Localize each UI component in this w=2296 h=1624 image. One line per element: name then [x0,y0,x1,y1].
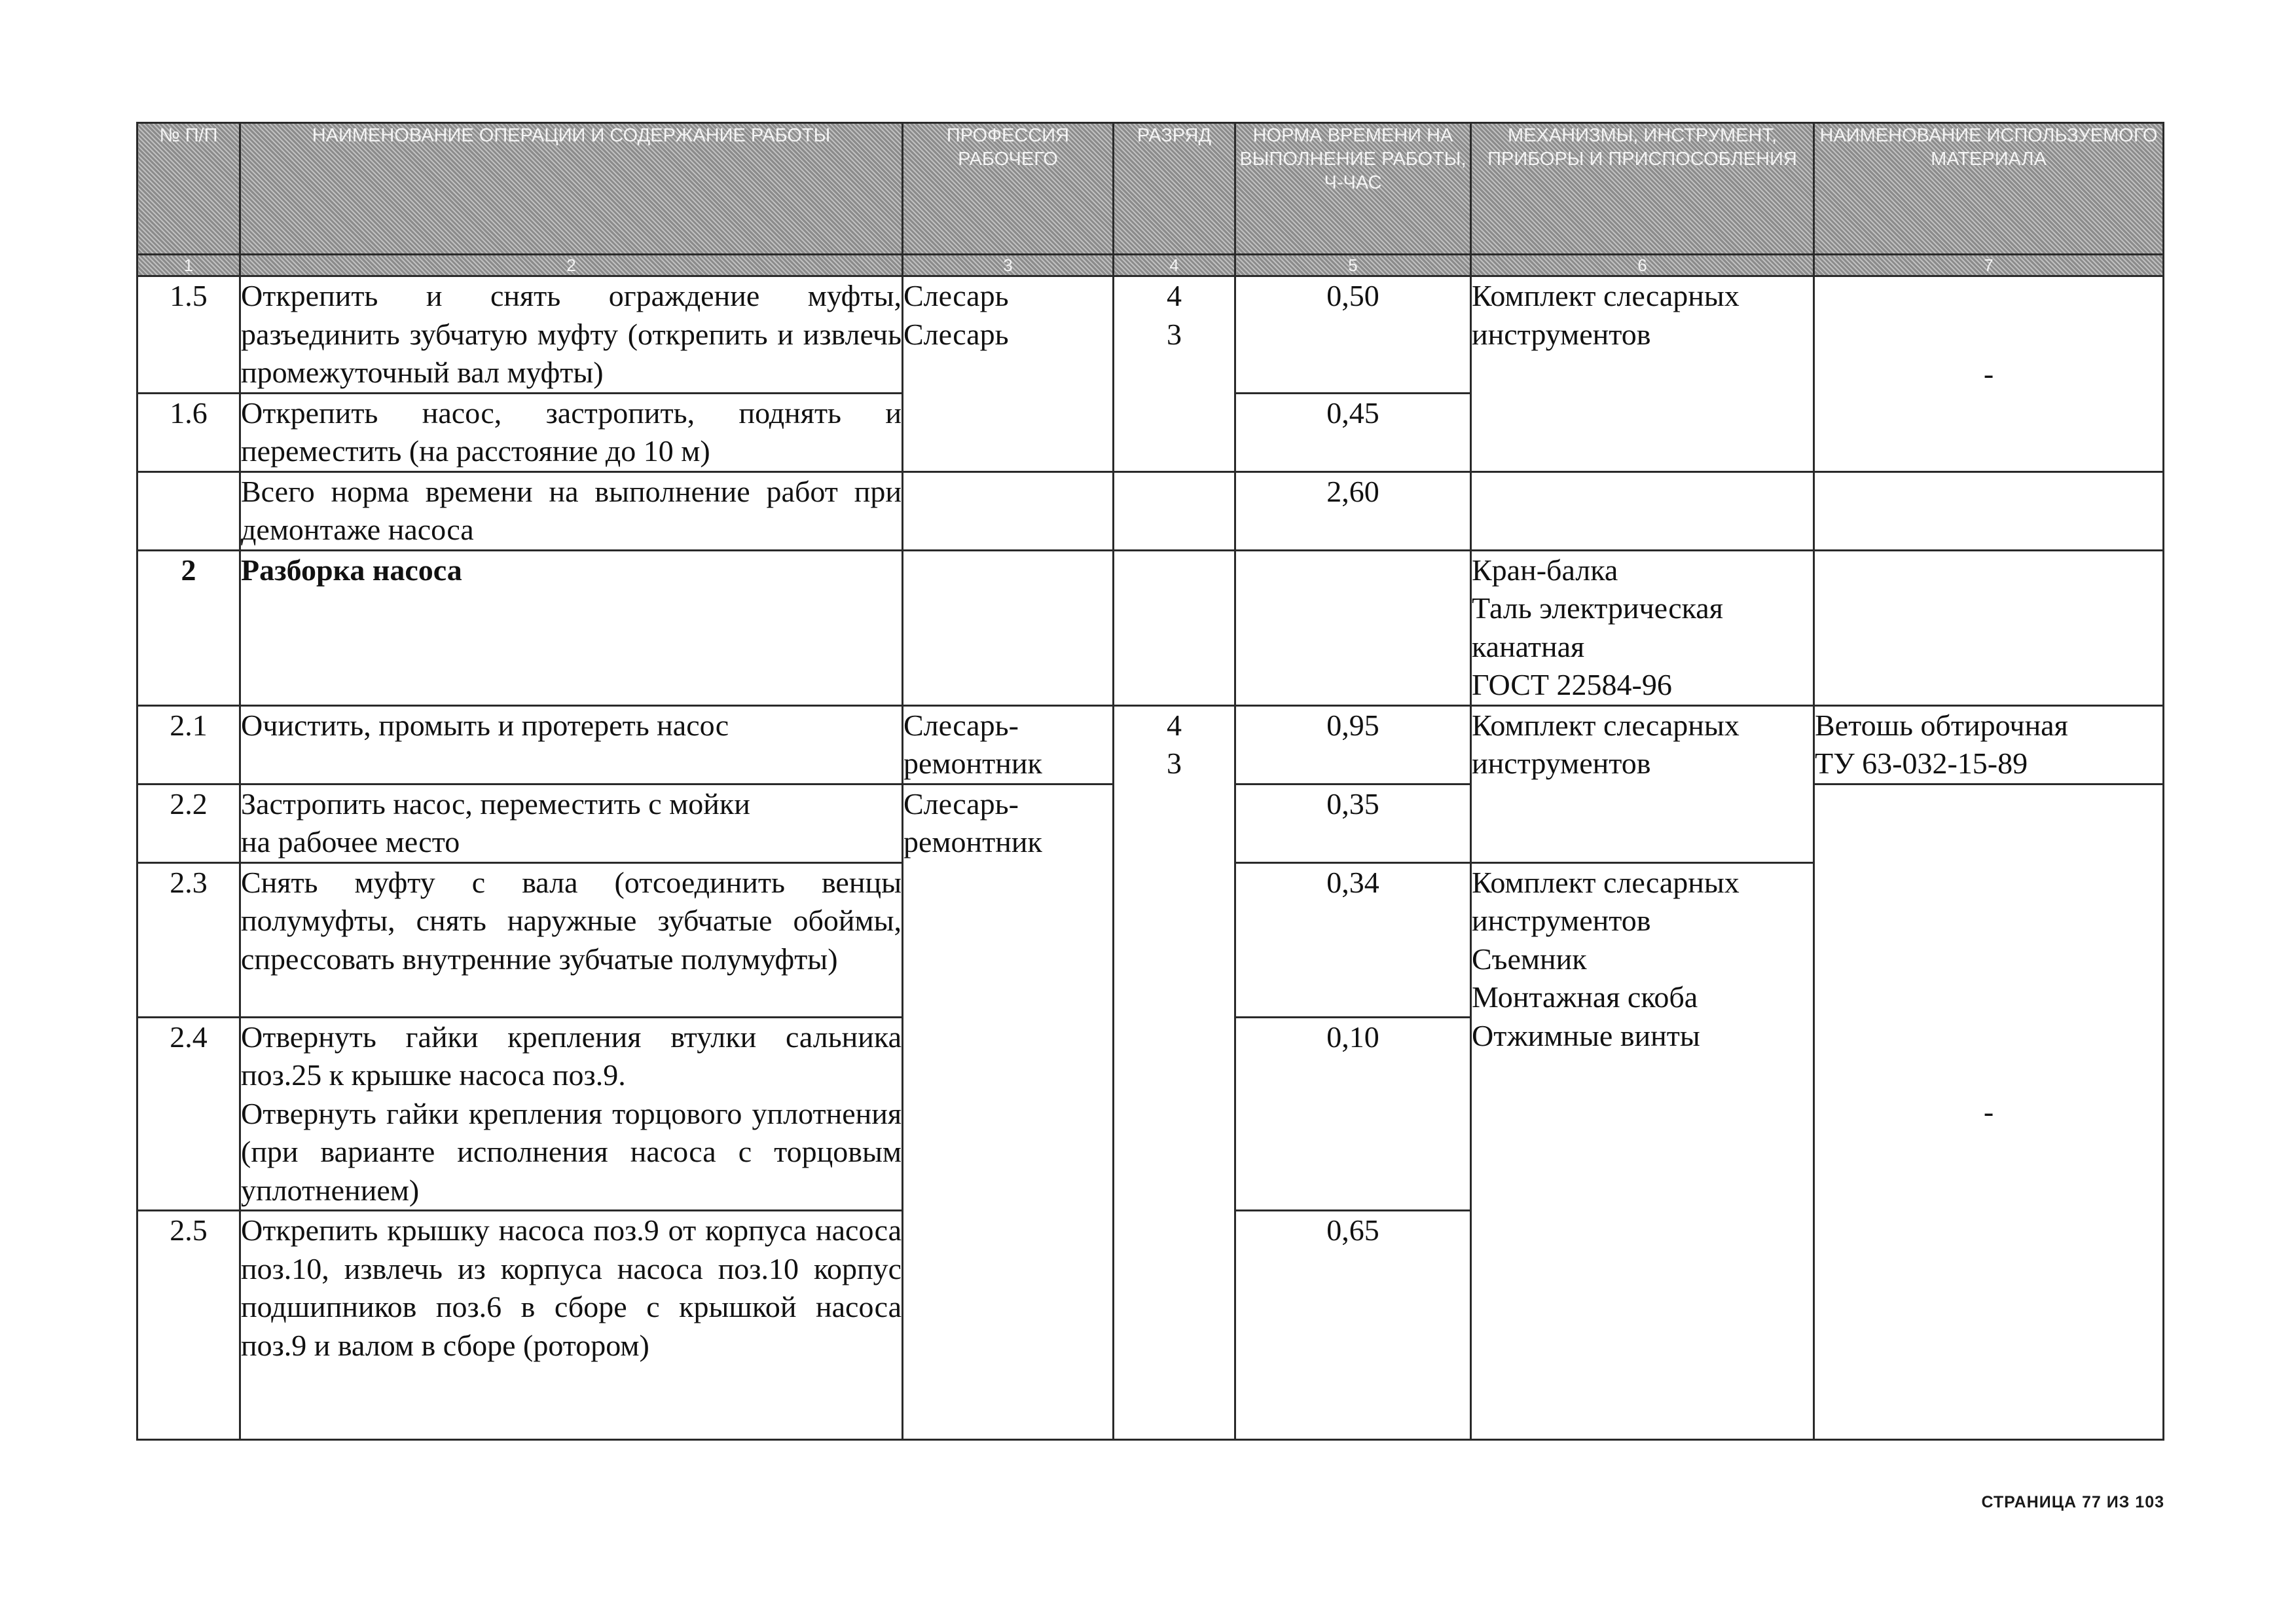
tool-item: Комплект слесарных [1472,708,1740,742]
operation-text: Открепить и снять ограждение муфты, разъединить зубчатую муфту (открепить и извлечь промежуточный вал муфты) [240,276,903,394]
empty-cell [903,471,1114,550]
tools-cell [1471,276,1814,472]
tools-cell [1471,705,1814,862]
profession: ремонтник [903,747,1042,780]
empty-cell [137,471,240,550]
material-item: Ветошь обтирочная [1815,708,2068,742]
operation-text: Открепить крышку насоса поз.9 от корпуса насоса поз.10, извлечь из корпуса насоса поз.10 корпус подшипников поз.6 в сборе с крышкой насоса поз.9 и валом в сборе (ротором) [240,1211,903,1440]
empty-cell [1114,550,1235,705]
header-operation: НАИМЕНОВАНИЕ ОПЕРАЦИИ И СОДЕРЖАНИЕ РАБОТЫ [240,123,903,255]
header-grade: РАЗРЯД [1114,123,1235,255]
header-material: НАИМЕНОВАНИЕ ИСПОЛЬЗУЕМОГО МАТЕРИАЛА [1814,123,2164,255]
page-number: СТРАНИЦА 77 ИЗ 103 [1981,1493,2164,1511]
column-number: 6 [1471,255,1814,276]
table-row [137,276,2164,394]
empty-cell [903,550,1114,705]
profession-cell [903,705,1114,784]
row-number: 2.3 [137,862,240,1017]
tool-item: ГОСТ 22584-96 [1472,668,1672,701]
time-norm: 0,10 [1235,1017,1471,1211]
grade: 3 [1167,747,1182,780]
row-number: 2.4 [137,1017,240,1211]
profession: Слесарь- [903,786,1019,821]
empty-cell [1814,471,2164,550]
row-number: 1.5 [137,276,240,394]
row-number: 2.2 [137,784,240,862]
tool-item: инструментов [1472,904,1651,937]
time-norm: 0,65 [1235,1211,1471,1440]
header-profession: ПРОФЕССИЯ РАБОЧЕГО [903,123,1114,255]
profession: ремонтник [903,825,1042,858]
operation-text: Снять муфту с вала (отсоединить венцы полумуфты, снять наружные зубчатые обоймы, спрессовать внутренние зубчатые полумуфты) [240,862,903,1017]
tool-item: Комплект слесарных [1472,279,1740,312]
column-number-row [137,255,2164,276]
tools-cell [1471,550,1814,705]
tool-item: инструментов [1472,317,1651,351]
column-number: 2 [240,255,903,276]
column-number: 1 [137,255,240,276]
header-number: № П/П [137,123,240,255]
tool-item: Монтажная скоба [1472,980,1698,1014]
material-cell: - [1814,784,2164,1440]
operations-table [136,122,2164,1441]
header-time-norm: НОРМА ВРЕМЕНИ НА ВЫПОЛНЕНИЕ РАБОТЫ, Ч-ЧАС [1235,123,1471,255]
table-row-section [137,550,2164,705]
profession: Слесарь- [903,708,1019,742]
profession-cell [903,276,1114,472]
section-number: 2 [137,550,240,705]
time-norm: 0,34 [1235,862,1471,1017]
table-row-total [137,471,2164,550]
operation-text-cell [240,1017,903,1211]
operation-text: Всего норма времени на выполнение работ при демонтаже насоса [240,471,903,550]
material-cell [1814,705,2164,784]
header-tools: МЕХАНИЗМЫ, ИНСТРУМЕНТ, ПРИБОРЫ И ПРИСПОСОБЛЕНИЯ [1471,123,1814,255]
row-number: 1.6 [137,393,240,471]
table-row [137,705,2164,784]
operation-text-cell [240,784,903,862]
column-number: 5 [1235,255,1471,276]
column-number: 4 [1114,255,1235,276]
table-header-row [137,123,2164,255]
empty-cell [1471,471,1814,550]
operation-text: Застропить насос, переместить с мойки [241,786,750,821]
time-norm: 0,45 [1235,393,1471,471]
tool-item: инструментов [1472,747,1651,780]
operation-text: Отвернуть гайки крепления втулки сальника поз.25 к крышке насоса поз.9. [241,1020,902,1092]
tool-item: Комплект слесарных [1472,865,1740,899]
tool-item: Отжимные винты [1472,1018,1700,1052]
grade: 4 [1167,708,1182,742]
column-number: 3 [903,255,1114,276]
grade: 4 [1167,279,1182,312]
profession: Слесарь [903,279,1009,312]
operation-text: Открепить насос, застропить, поднять и переместить (на расстояние до 10 м) [240,393,903,471]
profession: Слесарь [903,317,1009,351]
operation-text: Отвернуть гайки крепления торцового уплотнения (при варианте исполнения насоса с торцовым уплотнением) [241,1096,902,1207]
tool-item: Съемник [1472,942,1587,976]
time-norm-total: 2,60 [1235,471,1471,550]
tool-item: Кран-балка [1472,553,1618,587]
tool-item: канатная [1472,629,1585,663]
material-item: ТУ 63-032-15-89 [1815,747,2028,780]
empty-cell [1114,471,1235,550]
tools-cell [1471,862,1814,1440]
profession-cell [903,784,1114,1440]
grade-cell [1114,276,1235,472]
empty-cell [1235,550,1471,705]
material-cell: - [1814,276,2164,472]
empty-cell [1814,550,2164,705]
time-norm: 0,50 [1235,276,1471,394]
section-title: Разборка насоса [240,550,903,705]
tool-item: Таль электрическая [1472,591,1723,625]
column-number: 7 [1814,255,2164,276]
grade: 3 [1167,317,1182,351]
row-number: 2.5 [137,1211,240,1440]
operation-text: Очистить, промыть и протереть насос [240,705,903,784]
time-norm: 0,35 [1235,784,1471,862]
row-number: 2.1 [137,705,240,784]
grade-cell [1114,705,1235,1440]
time-norm: 0,95 [1235,705,1471,784]
operation-text: на рабочее место [241,825,460,858]
